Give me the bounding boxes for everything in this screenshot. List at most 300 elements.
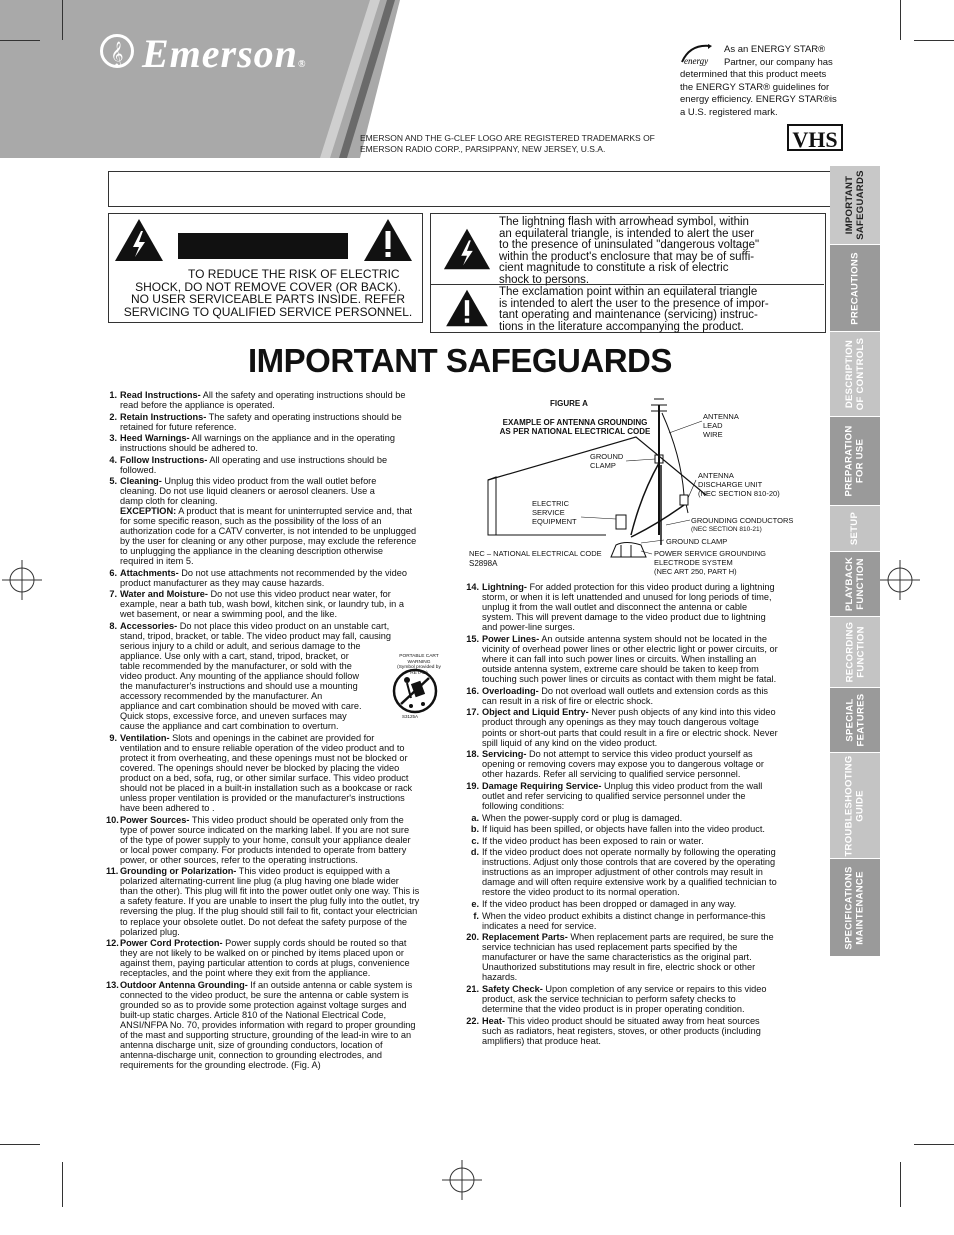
item-text: cause the appliance and cart combination to overturn. bbox=[120, 721, 339, 732]
item-number: 20. bbox=[466, 932, 479, 943]
caution-line: SERVICING TO QUALIFIED SERVICE PERSONNEL. bbox=[123, 304, 413, 319]
safeguard-item bbox=[463, 582, 813, 632]
safeguard-line bbox=[463, 984, 813, 994]
safeguard-line bbox=[463, 1036, 813, 1046]
item-text: touching such power lines or circuits as contact with them might be fatal. bbox=[482, 674, 777, 685]
safeguard-item bbox=[106, 866, 446, 936]
lightning-triangle-icon bbox=[113, 217, 165, 263]
item-text: All the safety and operating instructions should be bbox=[200, 390, 406, 400]
item-text: instructions should be adhered to. bbox=[120, 443, 258, 454]
item-text: product manufacturer as they may cause hazards. bbox=[120, 577, 325, 588]
crop-mark bbox=[914, 40, 954, 41]
safeguard-line bbox=[463, 674, 813, 684]
caution-line: TO REDUCE THE RISK OF ELECTRIC bbox=[188, 267, 400, 281]
safeguard-line bbox=[463, 1026, 813, 1036]
safeguard-line bbox=[463, 911, 813, 921]
safeguard-line bbox=[106, 631, 446, 641]
item-text: reversing the plug. If the plug should still fail to fit, contact your electrician bbox=[120, 906, 418, 917]
item-text: against them, paying particular attention to cords at plugs, convenience bbox=[120, 958, 410, 969]
brand-logo: Emerson® bbox=[142, 31, 307, 76]
safeguard-line bbox=[106, 578, 446, 588]
safeguard-line bbox=[106, 1060, 446, 1070]
explanation-line: tant operating and maintenance (servicing) instruc- bbox=[499, 309, 758, 321]
item-text: built-up static charges. Article 810 of the National Electrical Code, bbox=[120, 1009, 387, 1020]
item-text: Power supply cords should be routed so that bbox=[222, 938, 407, 949]
item-number: 21. bbox=[466, 984, 479, 994]
safeguard-line bbox=[106, 400, 446, 410]
figure-text: ANTENNA bbox=[698, 471, 734, 480]
item-text: or local power company. For products intended to operate from battery bbox=[120, 844, 407, 855]
figure-code: S2898A bbox=[469, 559, 498, 568]
safeguard-item bbox=[106, 815, 446, 865]
figure-text: GROUNDING CONDUCTORS bbox=[691, 516, 794, 525]
item-text: amplifiers) that produce heat. bbox=[482, 1035, 601, 1046]
item-heading: Damage Requiring Service- bbox=[482, 780, 602, 791]
energy-star-line: the ENERGY STAR® guidelines for bbox=[680, 81, 830, 93]
safeguard-line bbox=[463, 738, 813, 748]
item-text: should not be placed in a built-in installation such as a bookcase or rack bbox=[120, 783, 413, 794]
safeguard-line bbox=[463, 759, 813, 769]
safeguard-line bbox=[463, 654, 813, 664]
item-number: 22. bbox=[466, 1015, 479, 1026]
safeguard-line bbox=[106, 526, 446, 536]
caution-line: NO USER SERVICEABLE PARTS INSIDE. REFER bbox=[130, 292, 406, 306]
cart-warning-code: S3125A bbox=[402, 714, 419, 719]
item-text: and power-line surges. bbox=[482, 622, 575, 633]
safeguard-line bbox=[106, 753, 446, 763]
item-text: polarized alternating-current line plug (a plug having one blade wider bbox=[120, 876, 399, 887]
item-text: the manufacturer's instructions and should use a mounting bbox=[120, 681, 358, 692]
safeguard-line bbox=[106, 825, 446, 835]
crop-mark bbox=[0, 40, 40, 41]
item-number: 6. bbox=[109, 567, 117, 578]
item-text: Do not overload wall outlets and extension cords as this bbox=[538, 685, 768, 696]
safeguard-line bbox=[106, 763, 446, 773]
item-number: 18. bbox=[466, 749, 479, 760]
item-text: can result in a risk of fire or electric shock. bbox=[482, 695, 654, 706]
safeguard-line bbox=[463, 769, 813, 779]
safeguard-line bbox=[463, 634, 813, 644]
item-text: This video product should be operated only from the bbox=[189, 814, 404, 825]
safeguard-line bbox=[106, 589, 446, 599]
item-number: 9. bbox=[109, 732, 117, 743]
crop-mark bbox=[62, 0, 63, 40]
safeguard-line bbox=[106, 1050, 446, 1060]
safeguard-line bbox=[463, 813, 813, 823]
item-text: Do not place this video product on an unstable cart, bbox=[177, 620, 390, 631]
safeguard-line bbox=[106, 721, 446, 731]
safeguard-item bbox=[106, 433, 446, 453]
item-number: 3. bbox=[109, 433, 117, 443]
safeguard-line bbox=[106, 815, 446, 825]
item-number: 12. bbox=[106, 938, 119, 949]
item-text: video product. Any mounting of the appliance should follow bbox=[120, 671, 360, 682]
item-number: a. bbox=[471, 812, 479, 823]
safeguard-line bbox=[106, 516, 446, 526]
item-text: required in item 5. bbox=[120, 556, 194, 567]
exception-label: EXCEPTION: bbox=[120, 506, 177, 517]
item-text: cleaning. Do not use liquid cleaners or aerosol cleaners. Use a bbox=[120, 486, 375, 497]
item-text: manufacturer or have the same characteristics as the original part. bbox=[482, 952, 752, 963]
crop-mark bbox=[914, 1144, 954, 1145]
figure-text: LEAD bbox=[703, 421, 723, 430]
item-text: Unplug this video product from the wall bbox=[601, 780, 763, 791]
item-text: If liquid has been spilled, or objects have fallen into the video product. bbox=[482, 824, 765, 835]
item-heading: Accessories- bbox=[120, 620, 178, 631]
safeguard-item bbox=[463, 847, 813, 897]
safeguard-item bbox=[463, 686, 813, 706]
tab-label: RECORDING FUNCTION bbox=[844, 621, 867, 683]
safeguard-line bbox=[106, 866, 446, 876]
trademark-note bbox=[360, 133, 690, 155]
item-text: authorization code for a CATV converter, is not intended to be unplugged bbox=[120, 526, 417, 537]
tab-specifications[interactable] bbox=[830, 859, 880, 956]
safeguard-line bbox=[106, 641, 446, 651]
item-number: d. bbox=[470, 847, 479, 858]
item-text: vicinity of overhead power lines or other electric light or power circuits, or bbox=[482, 643, 778, 654]
item-text: type of power source indicated on the marking label. If you are not sure bbox=[120, 824, 410, 835]
grounding-conductors-label bbox=[691, 516, 793, 534]
item-heading: Attachments- bbox=[120, 567, 179, 578]
item-text: grounded so as to provide some protection against voltage surges and bbox=[120, 999, 407, 1010]
safeguard-line bbox=[463, 644, 813, 654]
item-text: determine that the video product is in proper operating condition. bbox=[482, 1004, 745, 1015]
safeguard-line bbox=[463, 707, 813, 717]
item-text: damage and will often require extensive work by a qualified technician to bbox=[482, 877, 777, 888]
tab-preparation[interactable] bbox=[830, 417, 880, 505]
item-text: When replacement parts are required, be sure the bbox=[567, 932, 774, 943]
item-text: a safety feature. If you are unable to insert the plug fully into the outlet, try bbox=[120, 896, 420, 907]
item-text: Unauthorized substitutions may result in fire, electric shock or other bbox=[482, 962, 756, 973]
item-text: for some specific reason, such as the possibility of the loss of an bbox=[120, 516, 382, 527]
item-text: such as radiators, heat registers, stoves, or other products (including bbox=[482, 1025, 761, 1036]
item-number: 7. bbox=[109, 589, 117, 600]
safeguard-line bbox=[463, 921, 813, 931]
page-title: IMPORTANT SAFEGUARDS bbox=[248, 342, 672, 379]
item-heading: Power Lines- bbox=[482, 633, 540, 644]
tab-precautions[interactable] bbox=[830, 245, 880, 331]
item-text: When the video product exhibits a distinct change in performance-this bbox=[482, 910, 766, 921]
safeguard-item bbox=[106, 455, 446, 475]
safeguard-line bbox=[106, 1020, 446, 1030]
safeguard-item bbox=[463, 932, 813, 982]
item-text: indicates a need for service. bbox=[482, 920, 597, 931]
item-number: b. bbox=[470, 824, 479, 835]
safeguard-item bbox=[463, 707, 813, 747]
item-text: points or short-out parts that could result in a fire or electric shock. Never bbox=[482, 727, 778, 738]
safeguard-line bbox=[106, 536, 446, 546]
tab-special[interactable] bbox=[830, 688, 880, 752]
tab-label: TROUBLESHOOTING GUIDE bbox=[844, 754, 866, 857]
safeguard-line bbox=[463, 1004, 813, 1014]
tab-label: IMPORTANT SAFEGUARDS bbox=[844, 170, 867, 240]
item-text: opening or removing covers may expose you to dangerous voltage or bbox=[482, 759, 764, 770]
figure-text: (NEC ART 250, PART H) bbox=[654, 567, 737, 576]
item-text: antenna discharge unit, size of grounding conductors, location of bbox=[120, 1039, 383, 1050]
item-text: instructions. Adjust only those controls that are covered by the operating bbox=[482, 857, 776, 868]
trademark-line: EMERSON RADIO CORP., PARSIPPANY, NEW JERSEY, U.S.A. bbox=[360, 144, 606, 154]
tab-troubleshooting[interactable] bbox=[830, 753, 880, 858]
electric-service-label bbox=[532, 499, 577, 526]
item-text: serious injury to a child or adult, and serious damage to the bbox=[120, 640, 361, 651]
trademark-line: EMERSON AND THE G-CLEF LOGO ARE REGISTERED TRADEMARKS OF bbox=[360, 133, 655, 143]
item-text: receptacles, and the point where they exit from the appliance. bbox=[120, 968, 371, 979]
item-text: antenna-discharge unit, connection to grounding electrodes, and bbox=[120, 1049, 383, 1060]
explanation-line: to the presence of uninsulated "dangerous voltage" bbox=[499, 239, 760, 251]
vhs-logo: VHS bbox=[787, 124, 843, 151]
item-text: appliance and cart combination should be moved with care. bbox=[120, 701, 362, 712]
safeguard-item bbox=[463, 634, 813, 684]
safeguard-line bbox=[106, 990, 446, 1000]
item-number: 16. bbox=[466, 685, 479, 696]
tab-recording[interactable] bbox=[830, 617, 880, 687]
item-heading: Power Cord Protection- bbox=[120, 938, 223, 949]
item-number: 11. bbox=[106, 866, 119, 877]
item-text: A product that is meant for uninterrupted service and, that bbox=[176, 506, 413, 517]
safeguard-line bbox=[463, 622, 813, 632]
safeguard-line bbox=[463, 877, 813, 887]
safeguard-line bbox=[106, 621, 446, 631]
item-heading: Heed Warnings- bbox=[120, 433, 190, 443]
safeguard-line bbox=[106, 412, 446, 422]
safeguard-line bbox=[463, 932, 813, 942]
tab-label: PREPARATION FOR USE bbox=[844, 425, 867, 497]
item-heading: Cleaning- bbox=[120, 476, 162, 486]
caution-line: SHOCK, DO NOT REMOVE COVER (OR BACK). bbox=[135, 279, 401, 294]
tab-important[interactable] bbox=[830, 166, 880, 244]
safeguard-line bbox=[106, 733, 446, 743]
exclamation-explanation bbox=[499, 287, 805, 333]
energy-star-line: determined that this product meets bbox=[680, 69, 827, 80]
safeguard-line bbox=[106, 855, 446, 865]
safeguard-line bbox=[106, 845, 446, 855]
explanation-line: The lightning flash with arrowhead symbol, within bbox=[499, 216, 749, 228]
figure-text: DISCHARGE UNIT bbox=[698, 480, 763, 489]
safeguard-line bbox=[463, 899, 813, 909]
figure-text: POWER SERVICE GROUNDING bbox=[654, 549, 766, 558]
item-text: Slots and openings in the cabinet are provided for bbox=[169, 732, 375, 743]
safeguard-line bbox=[463, 781, 813, 791]
figure-text: ELECTRODE SYSTEM bbox=[654, 558, 733, 567]
item-number: 15. bbox=[466, 633, 479, 644]
safeguard-item bbox=[463, 899, 813, 909]
safeguard-line bbox=[106, 496, 446, 506]
caution-label-bar bbox=[178, 233, 348, 259]
item-heading: Follow Instructions- bbox=[120, 454, 208, 465]
registration-mark-icon bbox=[442, 1160, 482, 1200]
energy-star-line: energy efficiency. ENERGY STAR®is bbox=[680, 94, 837, 105]
item-text: to unplugging the appliance in the cleaning description otherwise bbox=[120, 546, 384, 557]
safeguard-line bbox=[106, 896, 446, 906]
safeguard-line bbox=[106, 980, 446, 990]
item-text: system. This will prevent damage to the video product due to lightning bbox=[482, 612, 766, 623]
power-service-label bbox=[654, 549, 766, 576]
registration-mark-icon bbox=[880, 560, 920, 600]
item-number: 10. bbox=[106, 814, 119, 825]
item-text: service technician has used replacement parts specified by the bbox=[482, 942, 738, 953]
item-text: When the power-supply cord or plug is damaged. bbox=[482, 812, 683, 823]
safeguard-item bbox=[463, 1016, 813, 1046]
safeguard-line bbox=[106, 968, 446, 978]
item-text: outside antenna system, extreme care should be taken to keep from bbox=[482, 664, 759, 675]
item-text: retained for future reference. bbox=[120, 421, 237, 432]
item-text: This video product is equipped with a bbox=[236, 866, 390, 877]
item-text: All operating and use instructions should be bbox=[207, 454, 388, 465]
explanation-line: cient magnitude to constitute a risk of electric bbox=[499, 262, 729, 274]
item-text: Quick stops, excessive force, and uneven surfaces may bbox=[120, 711, 347, 722]
tab-setup[interactable] bbox=[830, 506, 880, 551]
item-heading: Outdoor Antenna Grounding- bbox=[120, 979, 248, 990]
safeguard-line bbox=[106, 948, 446, 958]
safeguard-item bbox=[463, 749, 813, 779]
item-text: If the video product has been exposed to rain or water. bbox=[482, 835, 704, 846]
energy-star-line: Partner, our company has bbox=[724, 56, 833, 68]
item-text: product on a bed, sofa, rug, or other similar surface. This video product bbox=[120, 773, 409, 784]
item-heading: Read Instructions- bbox=[120, 390, 201, 400]
item-text: requirements for the grounding electrode. (Fig. A) bbox=[120, 1060, 321, 1071]
item-heading: Retain Instructions- bbox=[120, 411, 207, 422]
safeguard-line bbox=[463, 847, 813, 857]
item-heading: Power Sources- bbox=[120, 814, 190, 825]
figure-text: ANTENNA bbox=[703, 412, 739, 421]
tab-label: SETUP bbox=[849, 511, 861, 546]
safeguard-item bbox=[106, 980, 446, 1070]
item-text: All warnings on the appliance and in the operating bbox=[189, 433, 395, 443]
item-text: product through any openings as they may touch dangerous voltage bbox=[482, 717, 759, 728]
figure-label: FIGURE A bbox=[550, 399, 588, 408]
exclamation-triangle-icon bbox=[362, 217, 414, 263]
safeguard-line bbox=[106, 783, 446, 793]
warning-banner-box bbox=[108, 171, 840, 207]
item-number: 2. bbox=[109, 411, 117, 422]
item-text: hazards. bbox=[482, 972, 518, 983]
item-text: wet basement, or near a swimming pool, and the like. bbox=[120, 609, 338, 620]
safeguard-line bbox=[463, 801, 813, 811]
item-heading: Object and Liquid Entry- bbox=[482, 707, 589, 718]
item-text: ventilation and to ensure reliable operation of the video product and to bbox=[120, 742, 405, 753]
item-heading: Lightning- bbox=[482, 582, 527, 592]
energy-star-line: a U.S. registered mark. bbox=[680, 106, 778, 118]
explanation-line: an equilateral triangle, is intended to alert the user bbox=[499, 227, 755, 240]
safeguard-line bbox=[106, 568, 446, 578]
safeguard-line bbox=[106, 486, 446, 496]
item-text: An outside antenna system should not be located in the bbox=[539, 633, 767, 644]
item-heading: Safety Check- bbox=[482, 984, 543, 994]
safeguard-line bbox=[463, 1016, 813, 1026]
tab-label: PLAYBACK FUNCTION bbox=[844, 556, 866, 612]
item-text: of the type of power supply to your home, consult your appliance dealer bbox=[120, 834, 411, 845]
tab-description[interactable] bbox=[830, 332, 880, 416]
safeguard-line bbox=[463, 664, 813, 674]
explanation-line: within the product's enclosure that may be of suffi- bbox=[499, 250, 755, 263]
tab-playback[interactable] bbox=[830, 552, 880, 616]
safeguard-line bbox=[106, 906, 446, 916]
figure-text: WIRE bbox=[703, 430, 723, 439]
safeguard-line bbox=[463, 612, 813, 622]
lightning-triangle-icon bbox=[442, 226, 492, 272]
item-text: If the video product does not operate normally by following the operating bbox=[482, 847, 776, 858]
safeguard-item bbox=[463, 824, 813, 834]
explanation-line: shock to persons. bbox=[499, 273, 590, 286]
safeguard-line bbox=[106, 958, 446, 968]
safeguard-line bbox=[463, 728, 813, 738]
item-text: Do not use this video product near water, for bbox=[207, 589, 391, 600]
figure-text: ELECTRIC bbox=[532, 499, 570, 508]
antenna-lead-label bbox=[703, 412, 739, 439]
tipping-cart-icon bbox=[391, 668, 439, 714]
svg-text:energy: energy bbox=[684, 56, 709, 66]
item-text: storm, or when it is left unattended and unused for long periods of time, bbox=[482, 592, 772, 603]
safeguard-line bbox=[106, 390, 446, 400]
crop-mark bbox=[900, 1162, 901, 1207]
item-text: outlet and refer servicing to qualified service personnel under the bbox=[482, 790, 746, 801]
item-text: where it can fall into such power lines or circuits. When installing an bbox=[482, 654, 757, 665]
item-text: stand, tripod, bracket, or table. The video product may fall, causing bbox=[120, 630, 392, 641]
safeguard-line bbox=[106, 835, 446, 845]
item-heading: Overloading- bbox=[482, 685, 539, 696]
figure-caption-line: EXAMPLE OF ANTENNA GROUNDING bbox=[502, 418, 648, 427]
item-text: appliance. Use only with a cart, stand, tripod, bracket, or bbox=[120, 651, 349, 662]
item-text: Never push objects of any kind into this video bbox=[588, 707, 776, 718]
item-text: table recommended by the manufacturer, or sold with the bbox=[120, 661, 352, 672]
item-text: Upon completion of any service or repairs to this video bbox=[542, 984, 767, 994]
item-text: unplug it from the wall outlet and disconnect the antenna or cable bbox=[482, 602, 748, 613]
safeguard-line bbox=[463, 994, 813, 1004]
item-text: spill liquid of any kind on the video product. bbox=[482, 737, 658, 748]
item-text: power, or other sources, refer to the operating instructions. bbox=[120, 854, 358, 865]
safeguard-item bbox=[106, 476, 446, 566]
safeguard-line bbox=[106, 876, 446, 886]
nec-label: NEC – NATIONAL ELECTRICAL CODE bbox=[469, 549, 602, 558]
item-text: read before the appliance is operated. bbox=[120, 400, 275, 411]
tab-label: SPECIFICATIONS MAINTENANCE bbox=[844, 865, 867, 950]
item-text: to replace your obsolete outlet. Do not defeat the safety purpose of the bbox=[120, 916, 408, 927]
lightning-explanation bbox=[499, 217, 805, 286]
safeguard-line bbox=[463, 972, 813, 982]
item-text: polarized plug. bbox=[120, 926, 180, 937]
item-number: f. bbox=[473, 910, 479, 921]
item-text: product, ask the service technician to perform safety checks to bbox=[482, 994, 736, 1005]
item-number: 5. bbox=[109, 476, 117, 486]
discharge-unit-label bbox=[698, 471, 780, 498]
item-text: protect it from overheating, and these openings must not be blocked or bbox=[120, 752, 408, 763]
item-heading: Heat- bbox=[482, 1015, 505, 1026]
registration-mark-icon bbox=[2, 560, 42, 600]
safeguard-line bbox=[106, 465, 446, 475]
exclamation-triangle-icon bbox=[442, 288, 492, 328]
cart-warning-source: (Symbol provided by RETAC) bbox=[397, 665, 441, 676]
item-text: For added protection for this video product during a lightning bbox=[526, 582, 775, 592]
safeguard-line bbox=[106, 1030, 446, 1040]
figure-text: EQUIPMENT bbox=[532, 517, 577, 526]
safeguard-line bbox=[106, 599, 446, 609]
safeguard-line bbox=[463, 867, 813, 877]
item-text: followed. bbox=[120, 464, 157, 475]
item-text: This video product should be situated away from heat sources bbox=[504, 1015, 760, 1026]
figure-text: (NEC SECTION 810-20) bbox=[698, 489, 780, 498]
item-number: 4. bbox=[109, 454, 117, 465]
safeguard-item bbox=[106, 412, 446, 432]
safeguard-line bbox=[463, 686, 813, 696]
item-text: accessory recommended by the manufacturer. An bbox=[120, 691, 323, 702]
item-number: 14. bbox=[466, 582, 479, 592]
item-text: have been adhered to . bbox=[120, 803, 215, 814]
g-clef-logo-icon: 𝄞 bbox=[100, 34, 134, 68]
item-text: other hazards. Refer all servicing to qualified service personnel. bbox=[482, 769, 741, 780]
item-text: Do not use attachments not recommended by the video bbox=[178, 567, 408, 578]
safeguard-line bbox=[463, 836, 813, 846]
item-heading: Ventilation- bbox=[120, 732, 170, 743]
